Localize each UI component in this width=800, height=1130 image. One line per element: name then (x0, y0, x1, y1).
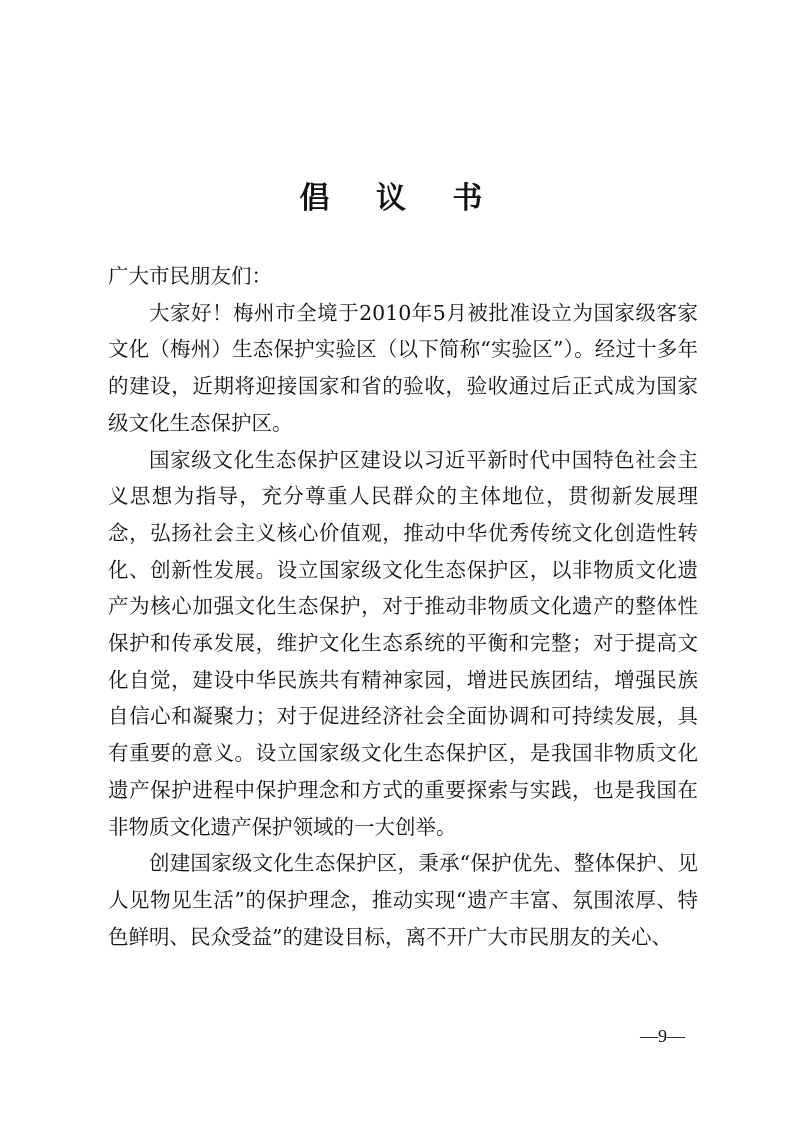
paragraph-2: 国家级文化生态保护区建设以习近平新时代中国特色社会主义思想为指导，充分尊重人民群众的主体地位，贯彻新发展理念，弘扬社会主义核心价值观，推动中华优秀传统文化创造性转化、创新性发展。设立国家级文化生态保护区，以非物质文化遗产为核心加强文化生态保护，对于推动非物质文化遗产的整体性保护和传承发展，维护文化生态系统的平衡和完整；对于提高文化自觉，建设中华民族共有精神家园，增进民族团结，增强民族自信心和凝聚力；对于促进经济社会全面协调和可持续发展，具有重要的意义。设立国家级文化生态保护区，是我国非物质文化遗产保护进程中保护理念和方式的重要探索与实践，也是我国在非物质文化遗产保护领域的一大创举。 (108, 447, 698, 839)
paragraph-3: 创建国家级文化生态保护区，秉承“保护优先、整体保护、见人见物见生活”的保护理念，推动实现“遗产丰富、氛围浓厚、特色鲜明、民众受益”的建设目标，离不开广大市民朋友的关心、 (108, 851, 698, 949)
document-body (108, 258, 698, 955)
paragraph-1: 大家好！梅州市全境于2010年5月被批准设立为国家级客家文化（梅州）生态保护实验区（以下简称“实验区”）。经过十多年的建设，近期将迎接国家和省的验收，验收通过后正式成为国家级文化生态保护区。 (108, 300, 698, 435)
page-number: —9— (640, 1026, 685, 1046)
salutation: 广大市民朋友们： (108, 264, 272, 288)
document-title: 倡 议 书 (299, 181, 501, 216)
